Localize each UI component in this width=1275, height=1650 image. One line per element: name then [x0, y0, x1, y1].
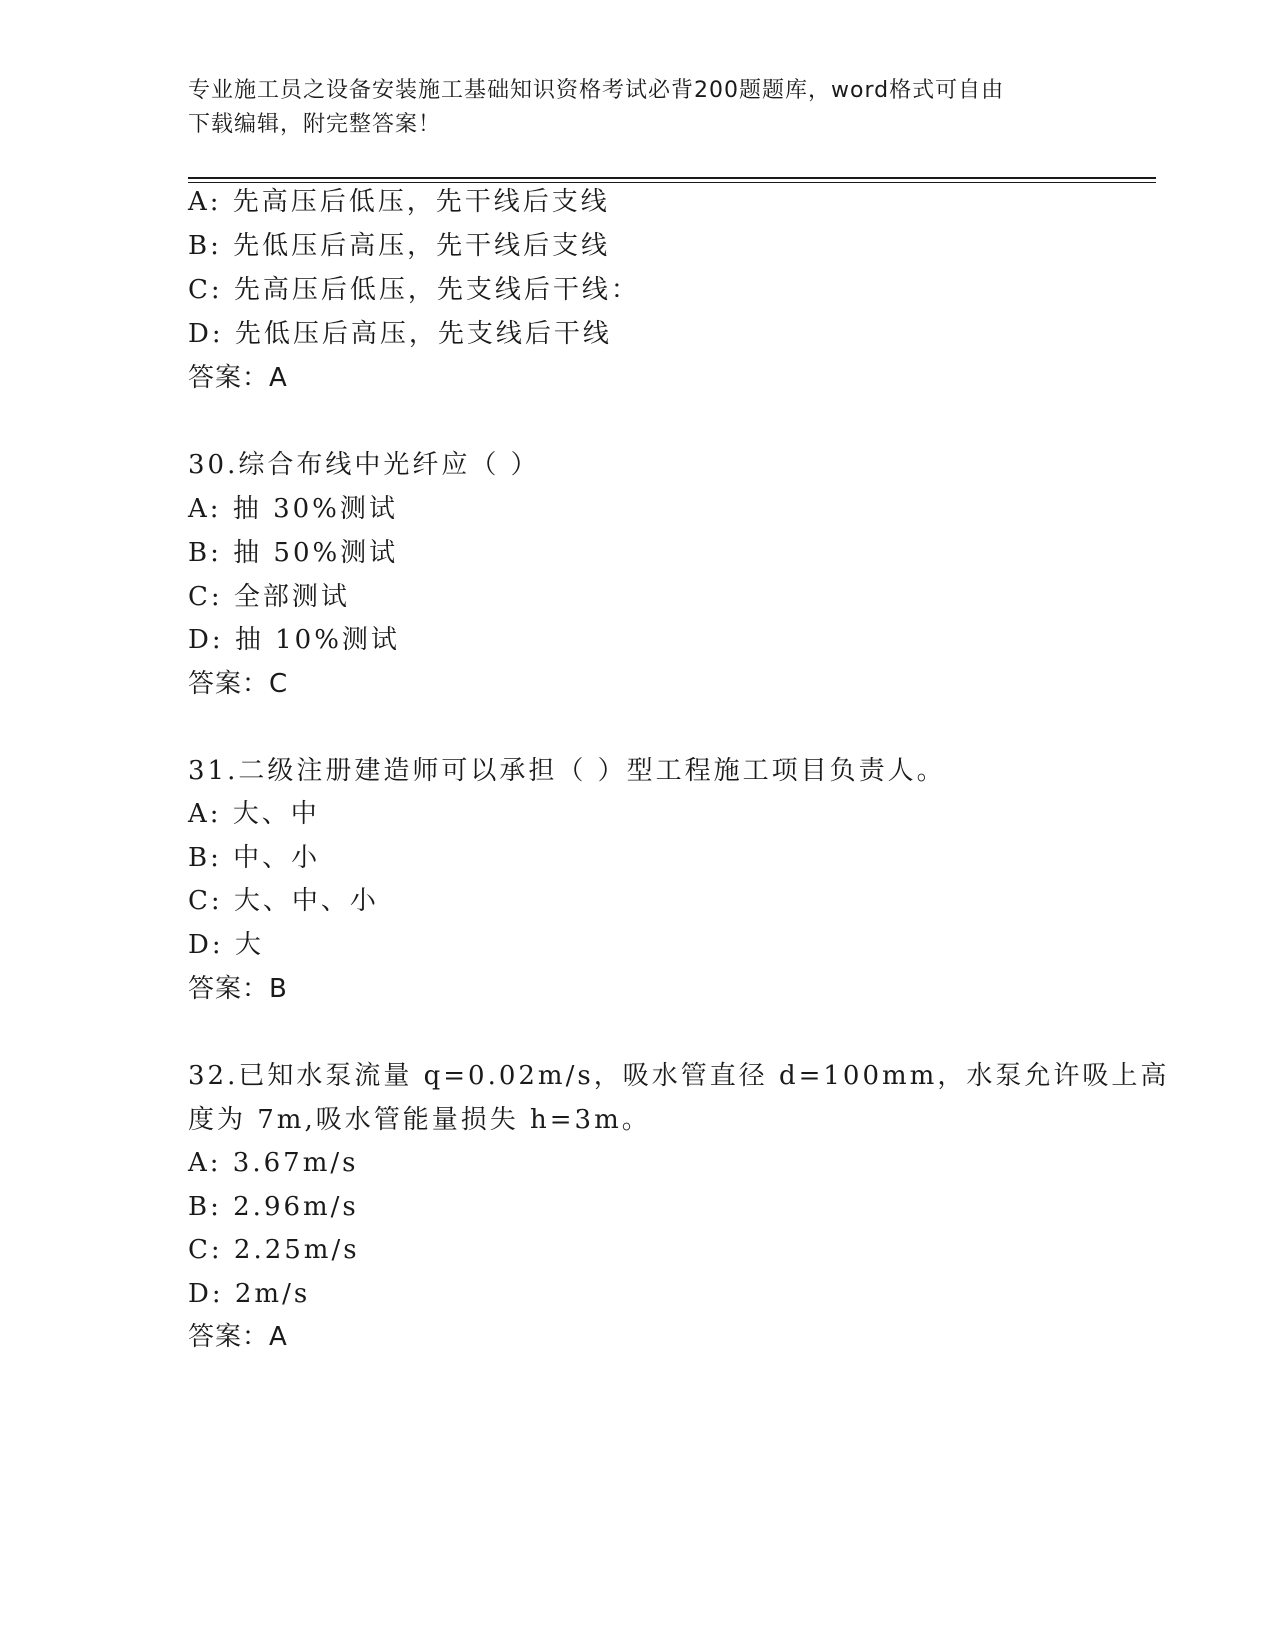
q29-option-c: C: 先高压后低压，先支线后干线：	[188, 275, 640, 305]
q29-option-a: A: 先高压后低压，先干线后支线	[188, 187, 610, 217]
q32-answer: 答案：A	[188, 1322, 288, 1352]
header-line-2: 下载编辑，附完整答案！	[188, 112, 442, 137]
document-header	[188, 74, 1088, 142]
q32-stem-line-1: 32.已知水泵流量 q=0.02m/s，吸水管直径 d=100mm，水泵允许吸上高	[188, 1061, 1170, 1091]
q30-answer: 答案：C	[188, 669, 289, 699]
q31-option-b: B: 中、小	[188, 843, 321, 873]
q31-option-d: D: 大	[188, 930, 264, 960]
q32-option-c: C: 2.25m/s	[188, 1235, 360, 1265]
q32-option-d: D: 2m/s	[188, 1279, 311, 1309]
q29-option-b: B: 先低压后高压，先干线后支线	[188, 231, 611, 261]
q30-option-a: A: 抽 30%测试	[188, 494, 398, 524]
q29-answer: 答案：A	[188, 363, 288, 393]
q32-option-a: A: 3.67m/s	[188, 1148, 359, 1178]
q30-option-c: C: 全部测试	[188, 582, 350, 612]
header-line-1: 专业施工员之设备安装施工基础知识资格考试必背200题题库，word格式可自由	[188, 78, 1005, 103]
header-rule-thick	[188, 177, 1156, 179]
q31-stem: 31.二级注册建造师可以承担（ ）型工程施工项目负责人。	[188, 756, 946, 786]
q32-option-b: B: 2.96m/s	[188, 1192, 359, 1222]
q30-option-b: B: 抽 50%测试	[188, 538, 399, 568]
q31-answer: 答案：B	[188, 974, 288, 1004]
q30-option-d: D: 抽 10%测试	[188, 625, 400, 655]
q29-option-d: D: 先低压后高压，先支线后干线	[188, 319, 612, 349]
q32-stem-line-2: 度为 7m,吸水管能量损失 h=3m。	[188, 1105, 651, 1135]
header-rule-thin	[188, 182, 1156, 183]
q30-stem: 30.综合布线中光纤应（ ）	[188, 450, 540, 480]
q31-option-a: A: 大、中	[188, 799, 320, 829]
q31-option-c: C: 大、中、小	[188, 886, 379, 916]
